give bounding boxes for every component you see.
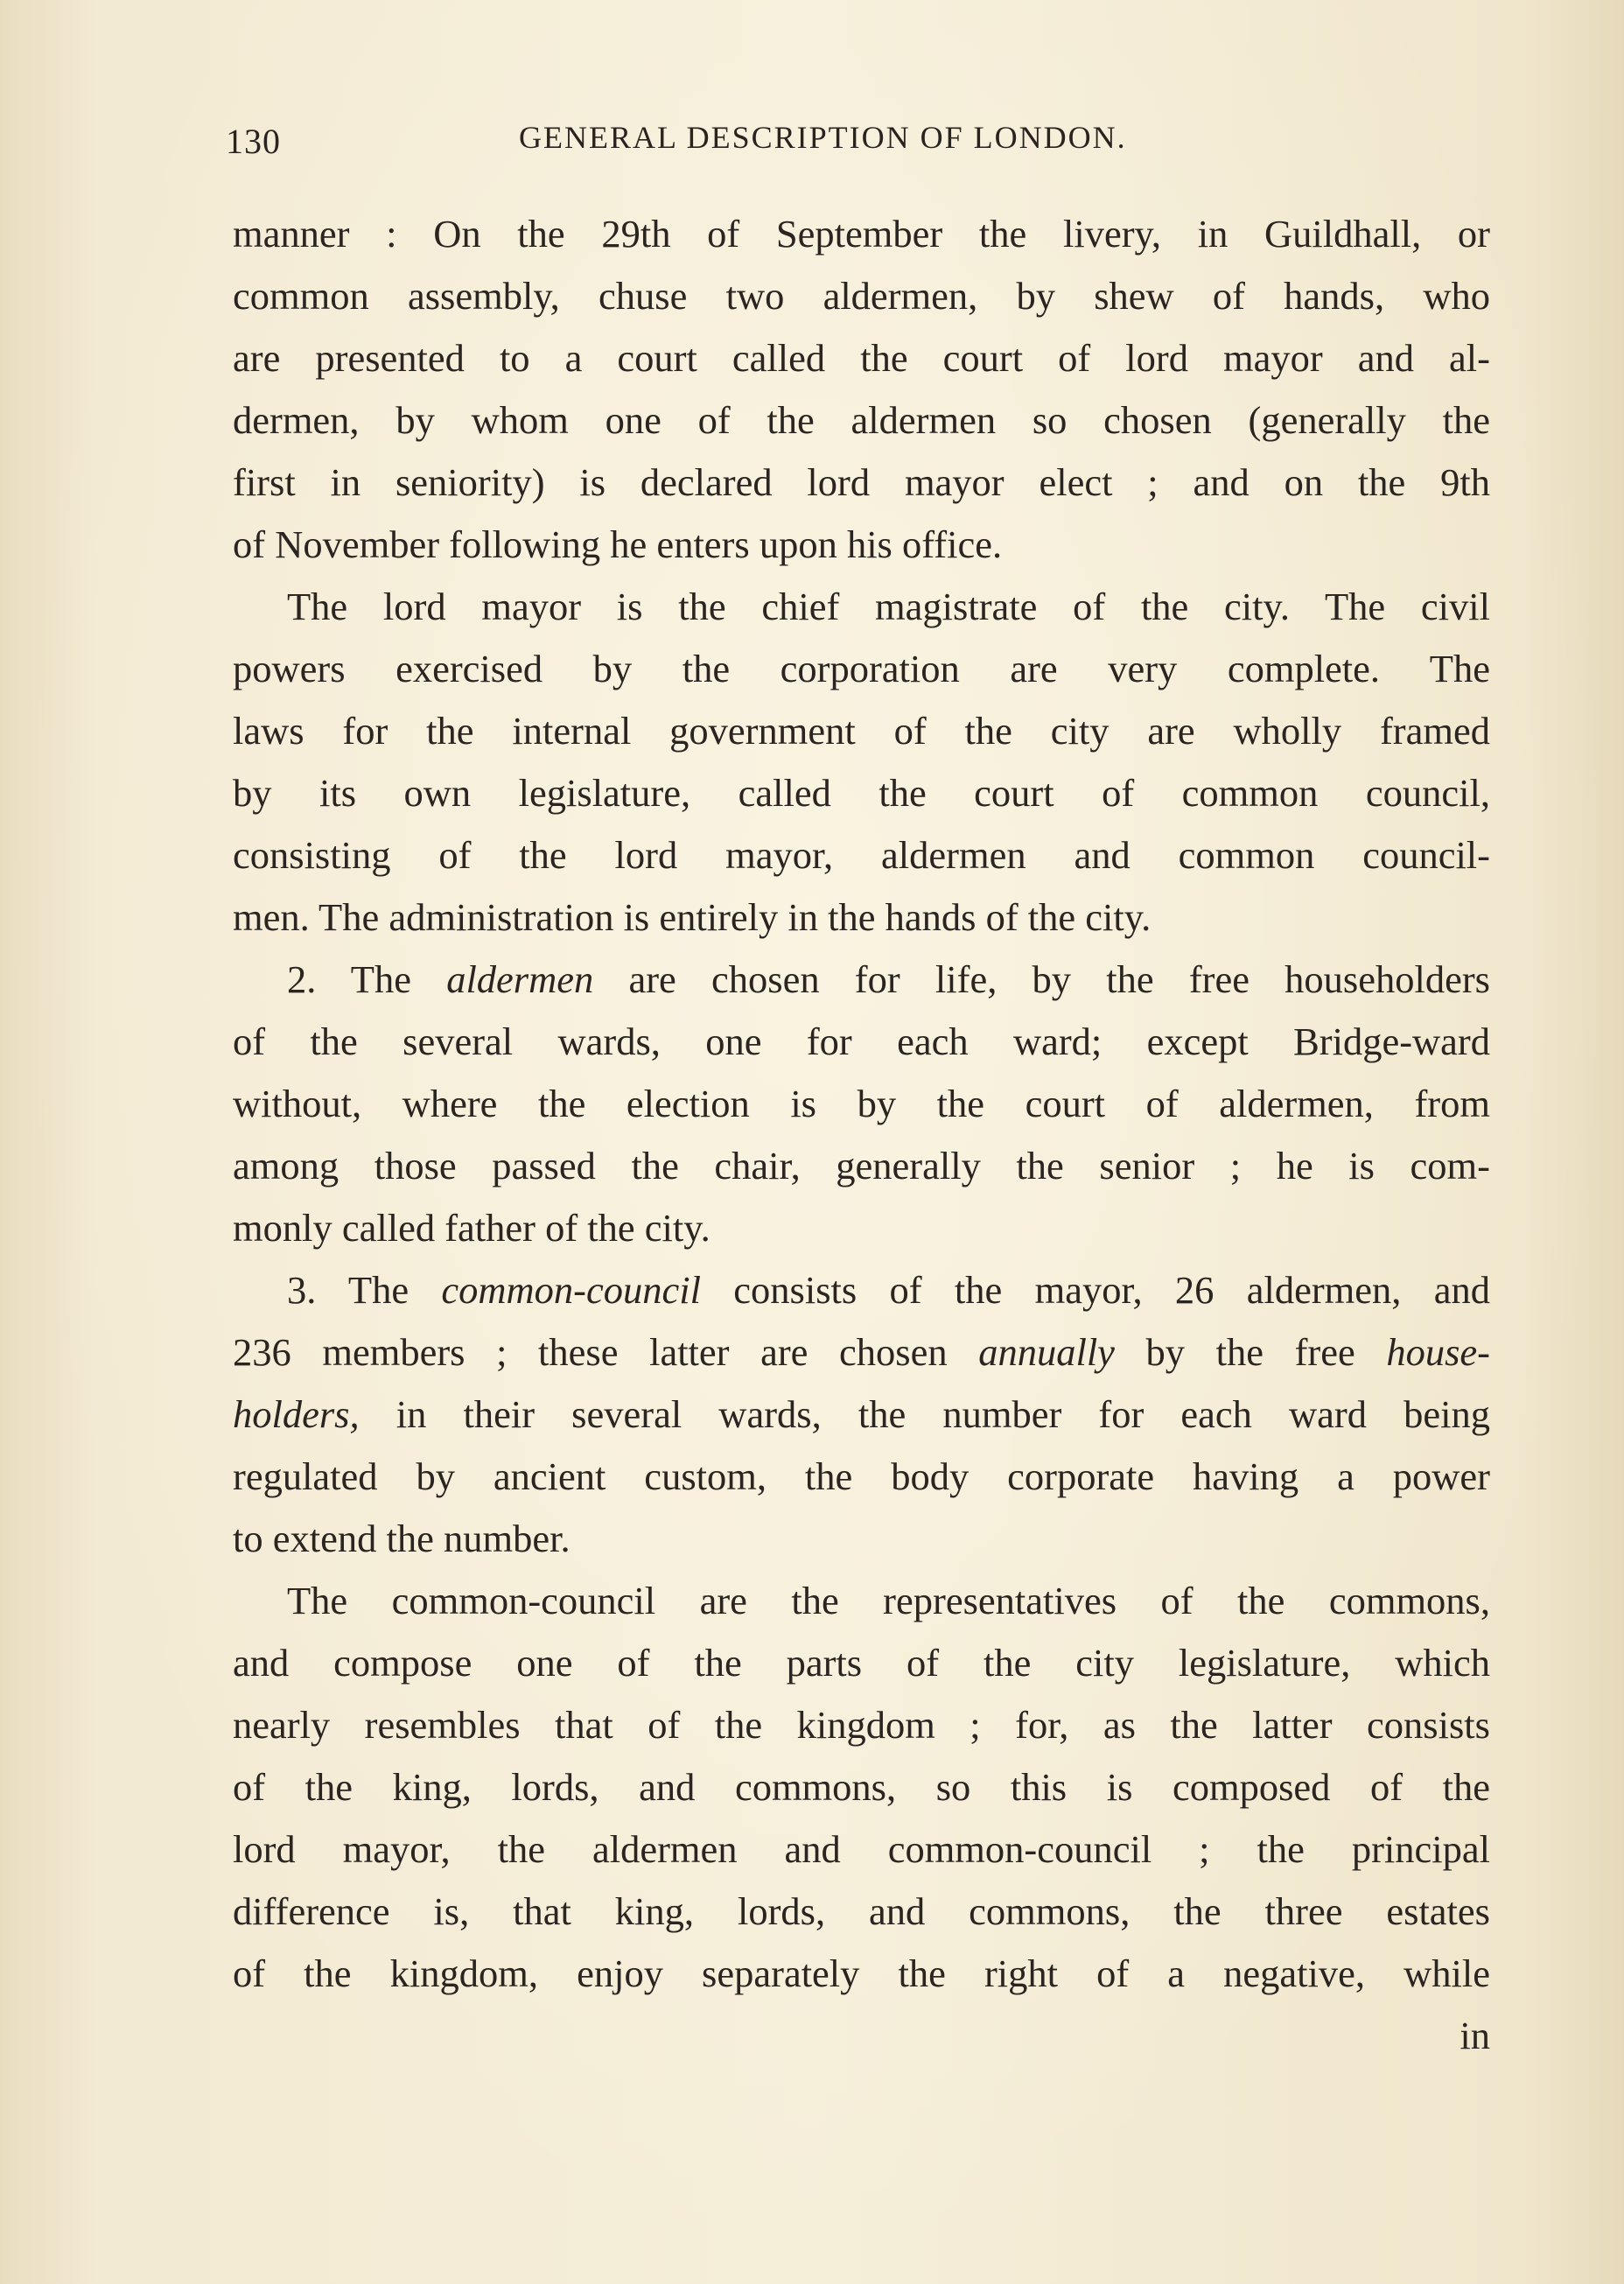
catchword: in [1460, 2014, 1490, 2057]
italic-term: holders, [233, 1392, 360, 1436]
line-text: in their several wards, the number for each ward being [359, 1392, 1490, 1436]
text-line: regulated by ancient custom, the body corporate having a power [233, 1454, 1490, 1498]
text-line: first in seniority) is declared lord mayor elect ; and on the 9th [233, 460, 1490, 504]
text-line: of the king, lords, and commons, so this is composed of the [233, 1765, 1490, 1809]
text-line: powers exercised by the corporation are very complete. The [233, 647, 1490, 690]
page-number: 130 [226, 122, 281, 161]
text-line: among those passed the chair, generally the senior ; he is com- [233, 1144, 1490, 1188]
text-line: of the several wards, one for each ward; except Bridge-ward [233, 1019, 1490, 1063]
text-line [233, 1321, 1490, 1384]
line-text: 236 members ; these latter are chosen [233, 1330, 979, 1374]
running-head: GENERAL DESCRIPTION OF LONDON. [519, 120, 1127, 155]
line-text: by the free [1114, 1330, 1387, 1374]
text-line: lord mayor, the aldermen and common-council ; the principal [233, 1827, 1490, 1871]
italic-term: common-council [441, 1268, 701, 1312]
text-line: and compose one of the parts of the city legislature, which [233, 1641, 1490, 1685]
italic-term: aldermen [446, 957, 594, 1001]
text-line: of the kingdom, enjoy separately the right of a negative, while [233, 1951, 1490, 1995]
text-line: The common-council are the representatives of the commons, [287, 1579, 1490, 1622]
text-line: laws for the internal government of the city are wholly framed [233, 709, 1490, 753]
text-line: of November following he enters upon his office. [233, 522, 1003, 566]
line-text: 3. The [287, 1268, 442, 1312]
text-line: to extend the number. [233, 1517, 570, 1560]
text-line: nearly resembles that of the kingdom ; for, as the latter consists [233, 1703, 1490, 1747]
page-header [226, 112, 1492, 173]
text-line: men. The administration is entirely in the hands of the city. [233, 895, 1152, 939]
text-line: common assembly, chuse two aldermen, by shew of hands, who [233, 274, 1490, 318]
text-line [233, 1384, 1490, 1446]
text-line: difference is, that king, lords, and commons, the three estates [233, 1889, 1490, 1933]
line-text: 2. The [287, 957, 447, 1001]
body-text [233, 203, 1490, 2067]
text-line: by its own legislature, called the court of common council, [233, 771, 1490, 815]
text-line: are presented to a court called the court of lord mayor and al- [233, 336, 1490, 380]
text-line: The lord mayor is the chief magistrate of the city. The civil [287, 585, 1490, 628]
line-text: are chosen for life, by the free householders [593, 957, 1490, 1001]
text-line: dermen, by whom one of the aldermen so chosen (generally the [233, 398, 1490, 442]
text-line [233, 949, 1490, 1011]
text-line: without, where the election is by the court of aldermen, from [233, 1082, 1490, 1125]
text-line: monly called father of the city. [233, 1206, 710, 1250]
italic-term: annually [978, 1330, 1115, 1374]
line-text: consists of the mayor, 26 aldermen, and [700, 1268, 1490, 1312]
text-line: consisting of the lord mayor, aldermen and common council- [233, 833, 1490, 877]
italic-term: house- [1386, 1330, 1490, 1374]
text-line [233, 1259, 1490, 1321]
text-line: manner : On the 29th of September the livery, in Guildhall, or [233, 212, 1490, 256]
